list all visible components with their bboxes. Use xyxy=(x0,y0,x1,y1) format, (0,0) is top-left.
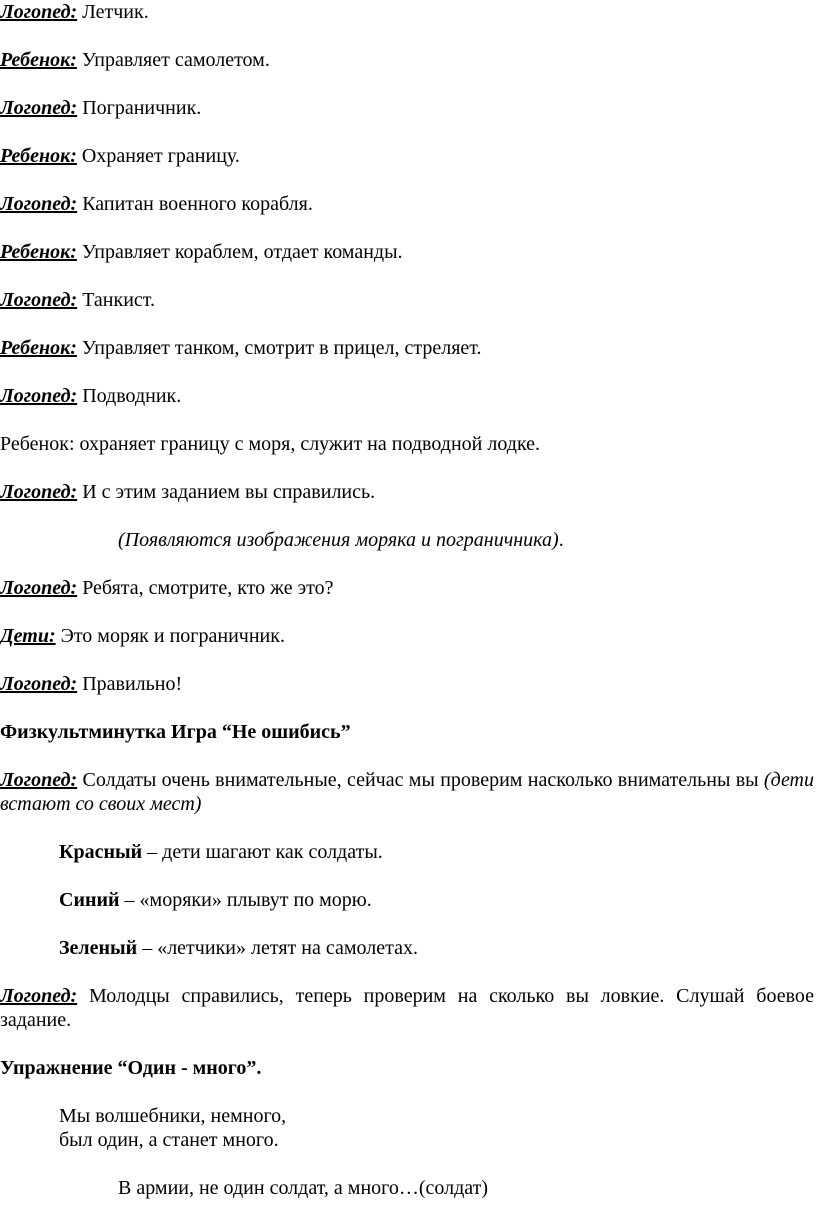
color-rule xyxy=(59,936,418,960)
color-name: Красный xyxy=(59,841,143,863)
speaker-label: Логопед: xyxy=(0,481,78,503)
line-text: Управляет танком, смотрит в прицел, стреляет. xyxy=(76,337,482,359)
color-name: Синий xyxy=(59,889,120,911)
speaker-label: Ребенок: xyxy=(0,49,77,71)
color-rule-text: – «летчики» летят на самолетах. xyxy=(137,937,418,959)
line-text: Пограничник. xyxy=(77,97,202,119)
line-text: И с этим заданием вы справились. xyxy=(77,481,376,503)
speaker-label: Логопед: xyxy=(0,385,78,407)
line-text: Молодцы справились, теперь проверим на сколько вы ловкие. Слушай боевое задание. xyxy=(0,985,814,1031)
dialogue-line xyxy=(0,96,201,120)
speaker-label: Ребенок: xyxy=(0,145,77,167)
line-text: Правильно! xyxy=(77,673,183,695)
dialogue-line xyxy=(0,672,182,696)
speaker-label: Логопед: xyxy=(0,673,78,695)
dialogue-line xyxy=(0,240,403,264)
color-rule-text: – дети шагают как солдаты. xyxy=(142,841,383,863)
section-heading: Физкультминутка Игра “Не ошибись” xyxy=(0,721,351,743)
speaker-label: Ребенок: xyxy=(0,337,77,359)
stage-direction-end: . xyxy=(558,529,564,551)
dialogue-line xyxy=(0,480,375,504)
line-text: Солдаты очень внимательные, сейчас мы проверим насколько внимательны вы xyxy=(77,769,764,791)
color-rule-text: – «моряки» плывут по морю. xyxy=(119,889,372,911)
speaker-label: Дети: xyxy=(0,625,56,647)
action-note: (дети встают со своих мест) xyxy=(0,769,814,815)
line-text: Танкист. xyxy=(77,289,156,311)
dialogue-line xyxy=(0,192,313,216)
dialogue-line xyxy=(0,144,240,168)
color-name: Зеленый xyxy=(59,937,138,959)
dialogue-line xyxy=(0,576,334,600)
line-text: Управляет кораблем, отдает команды. xyxy=(76,241,403,263)
line-text: Летчик. xyxy=(77,1,149,23)
plain-child-line: Ребенок: охраняет границу с моря, служит на подводной лодке. xyxy=(0,433,541,455)
line-text: Подводник. xyxy=(77,385,182,407)
speaker-label: Логопед: xyxy=(0,577,78,599)
line-text: Ребята, смотрите, кто же это? xyxy=(77,577,334,599)
dialogue-line xyxy=(0,288,155,312)
color-rule xyxy=(59,888,372,912)
stage-direction-text: (Появляются изображения моряка и пограничника) xyxy=(118,529,559,551)
dialogue-line xyxy=(0,48,270,72)
speaker-label: Ребенок: xyxy=(0,241,77,263)
color-rule xyxy=(59,840,383,864)
dialogue-line xyxy=(0,0,149,24)
closing-line: В армии, не один солдат, а много…(солдат) xyxy=(118,1177,489,1199)
dialogue-line xyxy=(0,336,482,360)
section-heading: Упражнение “Один - много”. xyxy=(0,1057,262,1079)
stage-direction xyxy=(118,528,564,552)
speaker-label: Логопед: xyxy=(0,289,78,311)
speaker-label: Логопед: xyxy=(0,985,78,1007)
line-text: Управляет самолетом. xyxy=(76,49,270,71)
speaker-label: Логопед: xyxy=(0,193,78,215)
dialogue-paragraph xyxy=(0,768,814,816)
poem-line: был один, а станет много. xyxy=(59,1129,279,1151)
line-text: Это моряк и пограничник. xyxy=(55,625,285,647)
speaker-label: Логопед: xyxy=(0,97,78,119)
dialogue-paragraph xyxy=(0,984,814,1032)
line-text: Охраняет границу. xyxy=(76,145,240,167)
poem-line: Мы волшебники, немного, xyxy=(59,1105,287,1127)
speaker-label: Логопед: xyxy=(0,1,78,23)
dialogue-line xyxy=(0,624,285,648)
dialogue-line xyxy=(0,384,181,408)
line-text: Капитан военного корабля. xyxy=(77,193,313,215)
speaker-label: Логопед: xyxy=(0,769,78,791)
